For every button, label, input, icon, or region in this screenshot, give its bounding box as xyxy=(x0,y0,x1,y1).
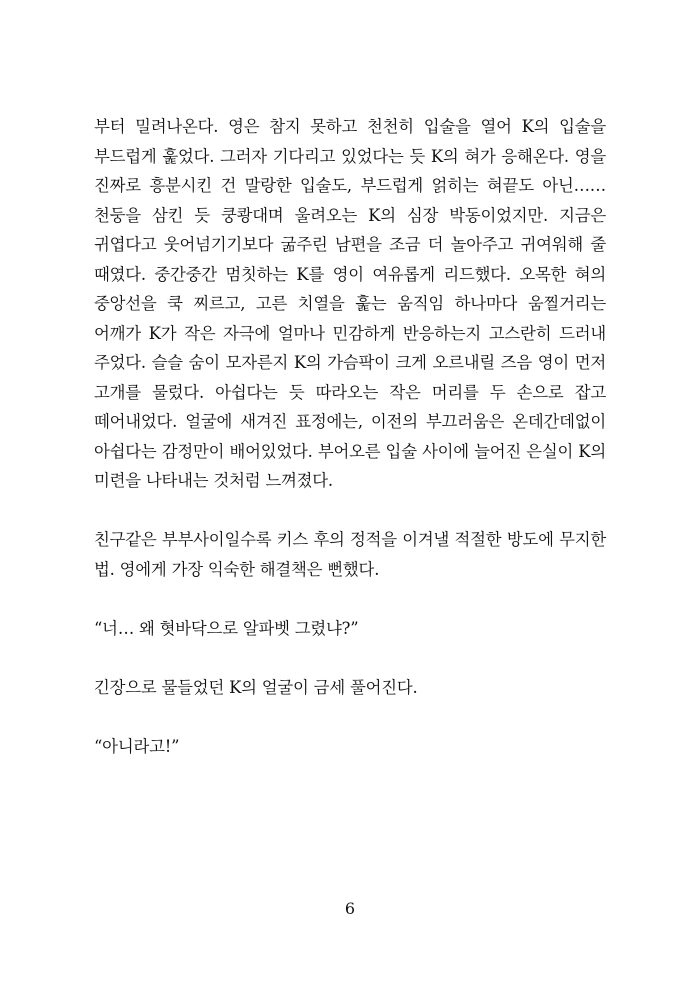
body-text xyxy=(94,112,606,761)
dialogue-line-1: “너… 왜 혓바닥으로 알파벳 그렸냐?” xyxy=(94,618,359,638)
paragraph-3: 긴장으로 물들었던 K의 얼굴이 금세 풀어진다. xyxy=(94,677,418,697)
page-number: 6 xyxy=(344,899,356,918)
paragraph-2: 친구같은 부부사이일수록 키스 후의 정적을 이겨낼 적절한 방도에 무지한 법. 영에게 가장 익숙한 해결책은 뻔했다. xyxy=(94,530,606,579)
dialogue-line-2: “아니라고!” xyxy=(94,736,180,756)
paragraph-1: 부터 밀려나온다. 영은 참지 못하고 천천히 입술을 열어 K의 입술을 부드럽게 훑었다. 그러자 기다리고 있었다는 듯 K의 혀가 응해온다. 영을 진짜로 흥분시킨 건 말랑한 입술도, 부드럽게 얽히는 혀끝도 아닌…… 천둥을 삼킨 듯 쿵쾅대며 울려오는 K의 심장 박동이었지만. 지금은 귀엽다고 웃어넘기기보다 굶주린 남편을 조금 더 놀아주고 귀여워해 줄 때였다. 중간중간 멈칫하는 K를 영이 여유롭게 리드했다. 오목한 혀의 중앙선을 쿡 찌르고, 고른 치열을 훑는 움직임 하나마다 움찔거리는 어깨가 K가 작은 자극에 얼마나 민감하게 반응하는지 고스란히 드러내 주었다. 슬슬 숨이 모자른지 K의 가슴팍이 크게 오르내릴 즈음 영이 먼저 고개를 물렀다. 아쉽다는 듯 따라오는 작은 머리를 두 손으로 잡고 떼어내었다. 얼굴에 새겨진 표정에는, 이전의 부끄러움은 온데간데없이 아쉽다는 감정만이 배어있었다. 부어오른 입술 사이에 늘어진 은실이 K의 미련을 나타내는 것처럼 느껴졌다. xyxy=(94,117,606,490)
